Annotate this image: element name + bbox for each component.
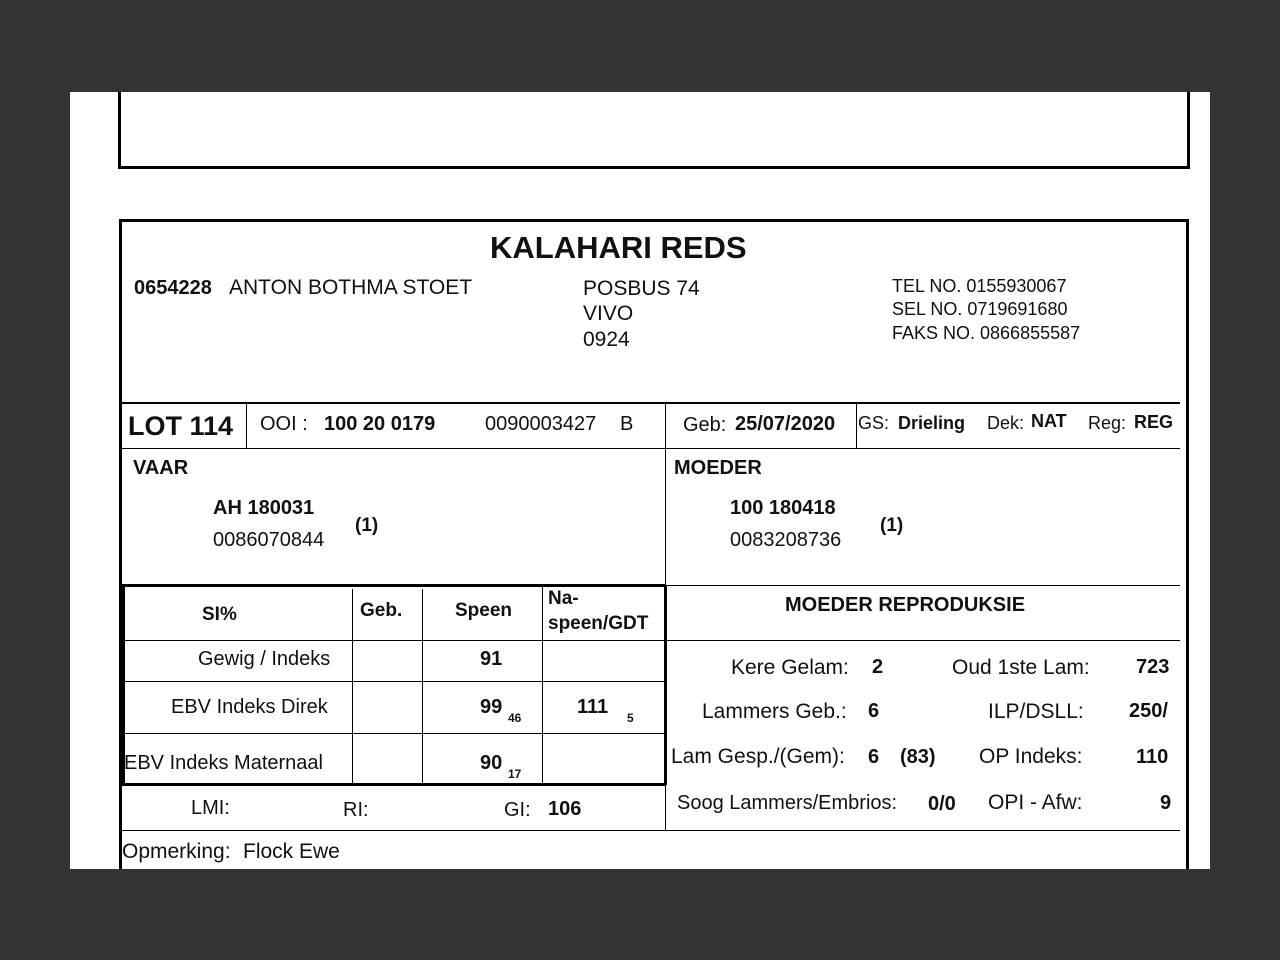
faks-number: FAKS NO. 0866855587 — [892, 323, 1081, 343]
kere-gelam-label: Kere Gelam: — [731, 656, 849, 679]
geb-header: Geb. — [360, 600, 403, 621]
soog-lammers-label: Soog Lammers/Embrios: — [677, 792, 898, 814]
speen-header: Speen — [455, 600, 513, 621]
row-maternaal-label: EBV Indeks Maternaal — [124, 752, 323, 774]
gs-value: Drieling — [898, 413, 966, 433]
opi-afw-value: 9 — [1160, 792, 1172, 814]
breeder-number: 0654228 — [134, 277, 212, 299]
divider-lot — [122, 448, 1180, 449]
gi-label: GI: — [504, 799, 531, 821]
vaar-number: 0086070844 — [213, 529, 325, 551]
previous-lot-box — [118, 92, 1190, 169]
naspeen-header-1: Na- — [548, 588, 579, 609]
opmerking-label: Opmerking: — [122, 840, 231, 863]
geb-value: 25/07/2020 — [735, 413, 836, 435]
row-direk-na-sub: 5 — [627, 711, 634, 725]
divider-row-2 — [122, 733, 666, 734]
table-col-na — [542, 587, 543, 785]
divider-row-1 — [122, 681, 666, 682]
moeder-id: 100 180418 — [730, 497, 836, 519]
vaar-heading: VAAR — [133, 457, 189, 479]
vaar-id: AH 180031 — [213, 497, 315, 519]
divider-table-header — [122, 640, 1180, 641]
ooi-number: 100 20 0179 — [324, 413, 436, 435]
oud-1ste-lam-value: 723 — [1136, 656, 1170, 678]
lam-gesp-value: 6 — [868, 746, 880, 768]
reproduksie-heading: MOEDER REPRODUKSIE — [785, 594, 1026, 616]
breed-title: KALAHARI REDS — [490, 230, 747, 265]
divider-index — [122, 830, 1180, 831]
moeder-count: (1) — [880, 515, 904, 536]
oud-1ste-lam-label: Oud 1ste Lam: — [952, 656, 1090, 679]
lmi-label: LMI: — [191, 797, 230, 819]
soog-lammers-value: 0/0 — [928, 793, 956, 815]
ilp-dsll-label: ILP/DSLL: — [988, 700, 1084, 723]
lam-gesp-label: Lam Gesp./(Gem): — [671, 745, 845, 768]
ooi-reg-suffix: B — [620, 413, 634, 435]
document-page — [70, 92, 1210, 869]
ri-label: RI: — [343, 799, 369, 821]
lot-label: LOT 114 — [128, 411, 234, 441]
ooi-reg-number: 0090003427 — [485, 413, 597, 435]
geb-label: Geb: — [683, 414, 727, 436]
lammers-geb-value: 6 — [868, 700, 880, 722]
tel-number: TEL NO. 0155930067 — [892, 276, 1067, 296]
breeder-name: ANTON BOTHMA STOET — [229, 276, 473, 299]
divider-header — [122, 402, 1180, 404]
moeder-heading: MOEDER — [674, 457, 762, 479]
reg-value: REG — [1134, 412, 1174, 432]
op-indeks-label: OP Indeks: — [979, 745, 1083, 768]
row-direk-label: EBV Indeks Direk — [171, 696, 328, 718]
kere-gelam-value: 2 — [872, 656, 884, 678]
moeder-number: 0083208736 — [730, 529, 842, 551]
ilp-dsll-value: 250/ — [1129, 700, 1168, 722]
si-header: SI% — [202, 604, 237, 625]
dek-label: Dek: — [987, 413, 1025, 433]
table-col-geb — [352, 589, 353, 785]
row-gewig-speen: 91 — [480, 648, 503, 670]
op-indeks-value: 110 — [1136, 746, 1169, 768]
divider-lot-v3 — [856, 404, 857, 448]
gs-label: GS: — [858, 413, 890, 433]
naspeen-header-2: speen/GDT — [548, 613, 649, 634]
table-col-speen — [422, 589, 423, 785]
divider-table-top — [122, 584, 666, 587]
address-line-2: VIVO — [583, 302, 634, 325]
row-direk-speen-sub: 46 — [508, 711, 522, 725]
row-gewig-label: Gewig / Indeks — [198, 648, 331, 670]
address-line-1: POSBUS 74 — [583, 277, 700, 300]
row-direk-speen: 99 — [480, 696, 503, 718]
ooi-label: OOI : — [260, 413, 308, 435]
dek-value: NAT — [1031, 411, 1067, 431]
opi-afw-label: OPI - Afw: — [988, 791, 1083, 814]
row-maternaal-speen: 90 — [480, 752, 503, 774]
divider-lot-v1 — [246, 404, 247, 448]
vaar-count: (1) — [355, 515, 379, 536]
reg-label: Reg: — [1088, 413, 1127, 433]
gi-value: 106 — [548, 798, 582, 820]
address-line-3: 0924 — [583, 328, 630, 351]
row-maternaal-speen-sub: 17 — [508, 767, 522, 781]
lam-gesp-gem: (83) — [900, 746, 936, 768]
divider-reproduksie-top — [666, 585, 1180, 586]
sel-number: SEL NO. 0719691680 — [892, 299, 1068, 319]
opmerking-value: Flock Ewe — [243, 840, 340, 863]
row-direk-na: 111 — [577, 696, 609, 718]
lammers-geb-label: Lammers Geb.: — [702, 700, 847, 723]
table-right-border — [664, 586, 667, 785]
divider-table-bottom — [122, 783, 666, 786]
